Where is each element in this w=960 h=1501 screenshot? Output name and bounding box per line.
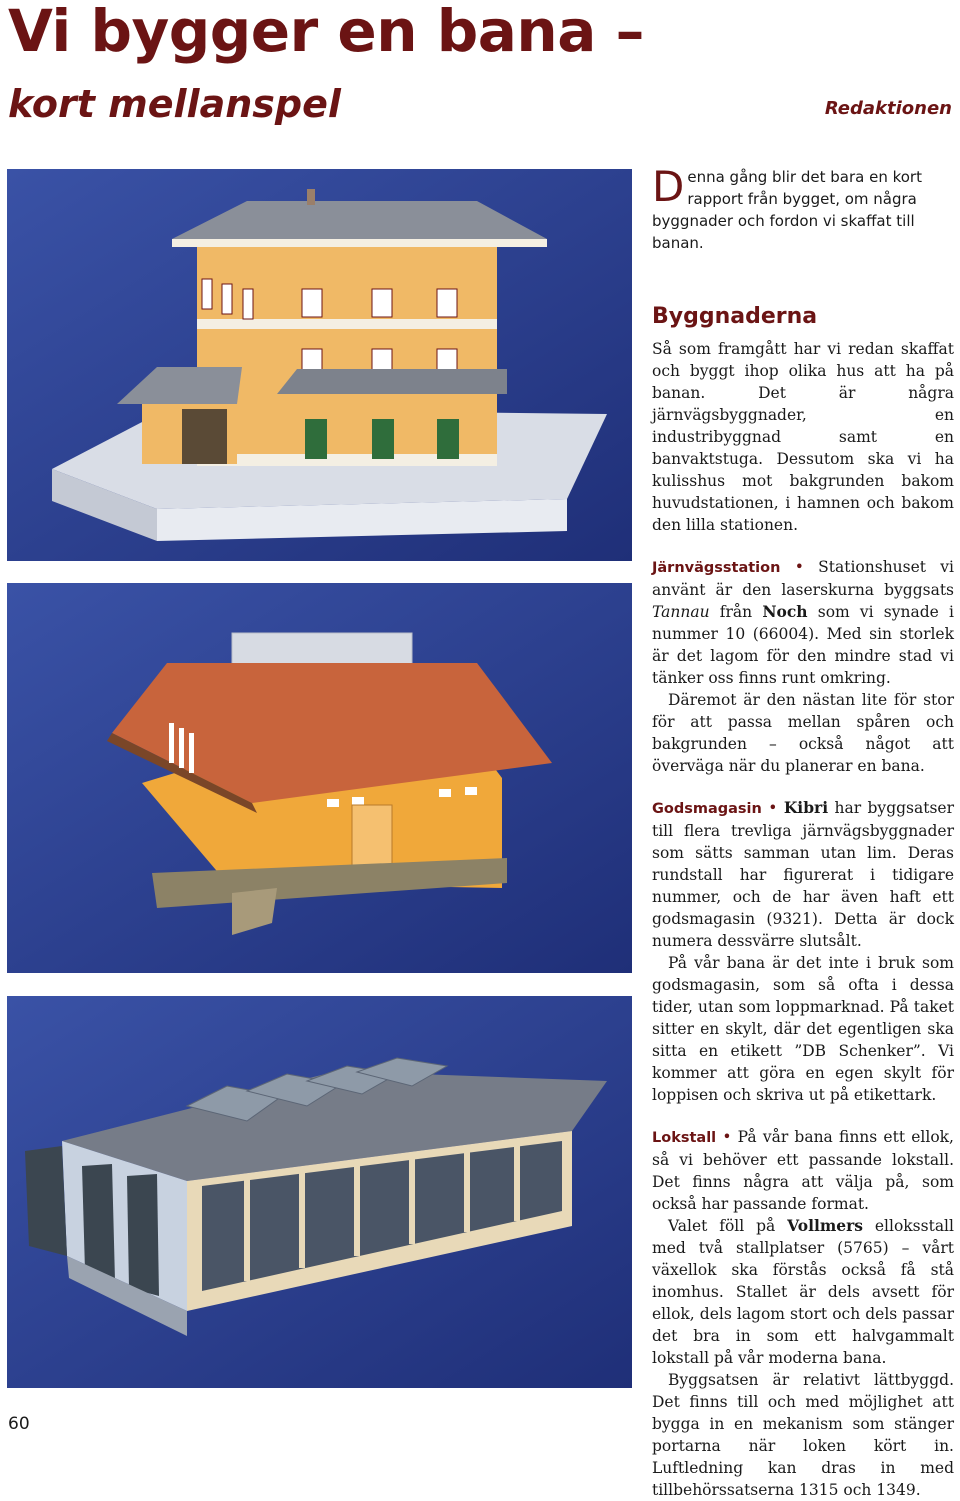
byline: Redaktionen [824, 98, 952, 119]
section-heading: Byggnaderna [652, 304, 818, 329]
paragraph-station-2: Däremot är den nästan lite för stor för att passa mellan spåren och bakgrunden – också något att överväga när du planerar en bana. [652, 691, 954, 775]
paragraph-goods-shed: Godsmagasin • Kibri har byggsatser till flera trevliga järnvägsbyggnader som sätts samman utan lim. Deras rundstall har figurerat i tidigare nummer, och de har även haft ett godsmagasin (9321). Detta är dock numera dessvärre slutsålt. [652, 798, 954, 950]
text-column [652, 162, 954, 1501]
bullet-icon: • [722, 1128, 732, 1146]
article-subtitle: kort mellanspel [8, 82, 341, 126]
photo-goods-shed [7, 583, 632, 973]
drop-cap: D [652, 162, 685, 211]
photo-station-building [7, 169, 632, 561]
keyword-goods-shed: Godsmagasin [652, 801, 762, 817]
article-title: Vi bygger en bana – [8, 0, 645, 65]
page-number: 60 [8, 1414, 30, 1434]
paragraph-engine-shed-2: Valet föll på Vollmers elloksstall med två stallplatser (5765) – vårt växellok ska förstås också få stå inomhus. Stallet är dels avsett för ellok, dels lagom stort och dels passar det bra in som ett halvgammalt lokstall på vår moderna bana. [652, 1216, 954, 1367]
paragraph-engine-shed: Lokstall • På vår bana finns ett ellok, så vi behöver ett passande lokstall. Det finns några att välja på, som också har passande format. [652, 1128, 954, 1213]
paragraph-engine-shed-3: Byggsatsen är relativt lättbyggd. Det finns till och med möjlighet att bygga in en mekanism som stänger portarna när loken kört in. Luftledning kan dras in med tillbehörssatserna 1315 och 1349. [652, 1371, 954, 1499]
section-intro: Så som framgått har vi redan skaffat och byggt ihop olika hus att ha på banan. Det är några järnvägsbyggnader, en industribyggnad samt en banvaktstuga. Dessutom ska vi ha kulisshus mot bakgrunden bakom huvudstationen, i hamnen och bakom den lilla stationen. [652, 340, 954, 534]
paragraph-goods-shed-2: På vår bana är det inte i bruk som godsmagasin, som så ofta i dessa tider, utan som loppmarknad. På taket sitter en skylt, där det egentligen ska sitta en etikett ”DB Schenker”. Vi kommer att göra en egen skylt för loppisen och skriva ut på etikettark. [652, 954, 954, 1104]
paragraph-station: Järnvägsstation • Stationshuset vi använt är den laserskurna byggsats Tannau från Noch som vi synade i nummer 10 (66004). Med sin storlek är det lagom för den mindre stad vi tänker oss finns runt omkring. [652, 558, 954, 687]
bullet-icon: • [768, 799, 778, 817]
lead-paragraph: Denna gång blir det bara en kort rapport från bygget, om några byggnader och fordon vi skaffat till banan. [652, 162, 922, 252]
bullet-icon: • [794, 558, 804, 576]
keyword-station: Järnvägsstation [652, 560, 781, 576]
photo-engine-shed [7, 996, 632, 1388]
keyword-engine-shed: Lokstall [652, 1130, 717, 1146]
